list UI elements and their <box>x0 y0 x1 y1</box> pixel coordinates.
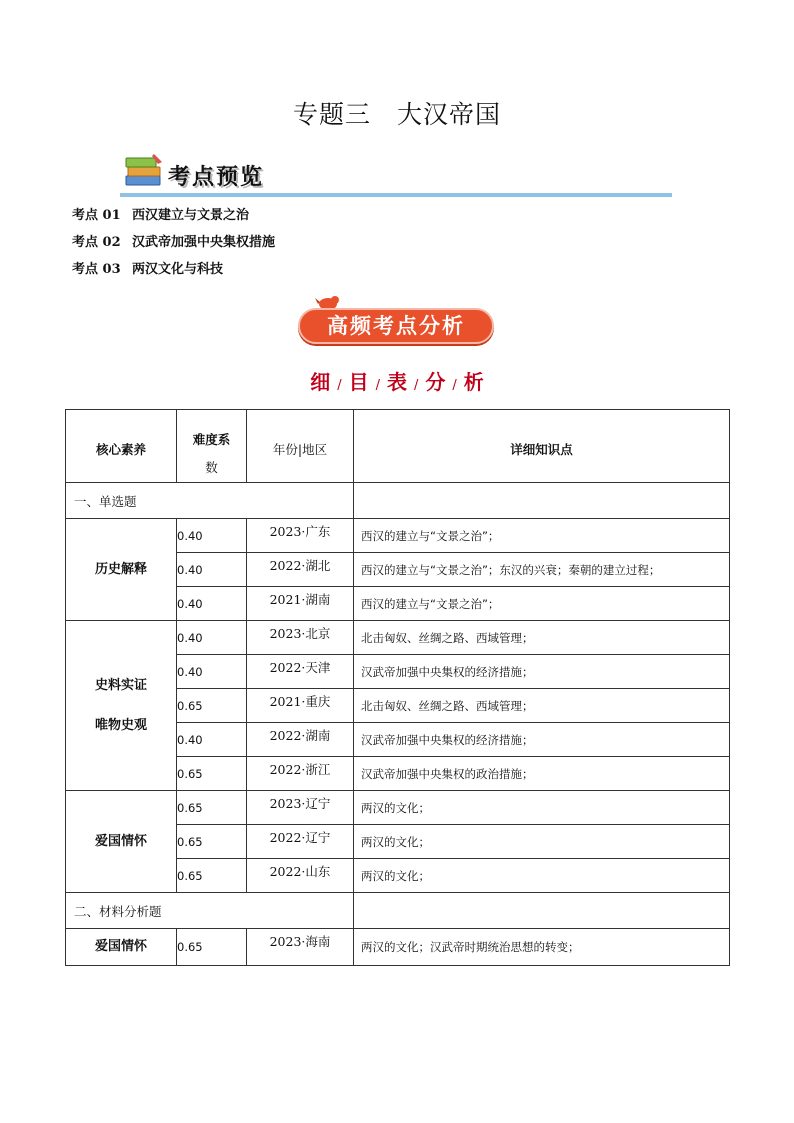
header-core: 核心素养 <box>66 410 177 483</box>
high-frequency-badge <box>298 292 498 350</box>
point-text: 两汉文化与科技 <box>132 262 224 277</box>
year-region-cell: 2022·浙江 <box>247 757 354 791</box>
exam-point <box>72 261 275 288</box>
detail-cell: 汉武帝加强中央集权的经济措施； <box>354 723 730 757</box>
year-region-cell: 2023·广东 <box>247 519 354 553</box>
detail-cell: 汉武帝加强中央集权的政治措施； <box>354 757 730 791</box>
exam-point <box>72 234 275 261</box>
category-cell: 史料实证 唯物史观 <box>66 621 177 791</box>
difficulty-cell: 0.65 <box>177 825 247 859</box>
section-row <box>66 483 730 519</box>
detail-cell: 西汉的建立与“文景之治”； <box>354 587 730 621</box>
difficulty-cell: 0.65 <box>177 859 247 893</box>
banner-underline <box>120 193 672 197</box>
year-region-cell: 2022·山东 <box>247 859 354 893</box>
point-code: 考点 02 <box>72 235 121 250</box>
section-label: 一、单选题 <box>66 483 354 519</box>
point-text: 汉武帝加强中央集权措施 <box>132 235 276 250</box>
category-cell: 爱国情怀 <box>66 791 177 893</box>
year-region-cell: 2022·辽宁 <box>247 825 354 859</box>
category-cell: 历史解释 <box>66 519 177 621</box>
difficulty-cell: 0.40 <box>177 553 247 587</box>
year-region-cell: 2022·湖南 <box>247 723 354 757</box>
subtitle-char: 目 <box>348 370 369 394</box>
exam-points-list <box>72 207 275 288</box>
detail-cell: 西汉的建立与“文景之治”； <box>354 519 730 553</box>
detail-cell: 两汉的文化； <box>354 825 730 859</box>
subtitle-char: 细 <box>310 370 331 394</box>
year-region-cell: 2022·湖北 <box>247 553 354 587</box>
point-code: 考点 01 <box>72 208 121 223</box>
difficulty-cell: 0.40 <box>177 621 247 655</box>
header-year-region: 年份|地区 <box>247 410 354 483</box>
subtitle-sep: / <box>414 378 419 393</box>
analysis-subtitle <box>0 366 794 395</box>
subtitle-sep: / <box>375 378 380 393</box>
detail-cell: 汉武帝加强中央集权的经济措施； <box>354 655 730 689</box>
exam-point <box>72 207 275 234</box>
difficulty-cell: 0.65 <box>177 757 247 791</box>
detail-cell: 西汉的建立与“文景之治”；东汉的兴衰；秦朝的建立过程； <box>354 553 730 587</box>
detail-cell: 北击匈奴、丝绸之路、西域管理； <box>354 689 730 723</box>
difficulty-cell: 0.65 <box>177 929 247 966</box>
analysis-table <box>65 409 730 966</box>
table-row <box>66 791 730 825</box>
detail-cell: 北击匈奴、丝绸之路、西域管理； <box>354 621 730 655</box>
subtitle-char: 分 <box>425 370 446 394</box>
year-region-cell: 2023·辽宁 <box>247 791 354 825</box>
difficulty-cell: 0.65 <box>177 791 247 825</box>
category-cell: 爱国情怀 <box>66 929 177 966</box>
year-region-cell: 2022·天津 <box>247 655 354 689</box>
detail-cell: 两汉的文化； <box>354 791 730 825</box>
point-code: 考点 03 <box>72 262 121 277</box>
difficulty-cell: 0.65 <box>177 689 247 723</box>
detail-cell: 两汉的文化；汉武帝时期统治思想的转变； <box>354 929 730 966</box>
difficulty-cell: 0.40 <box>177 519 247 553</box>
year-region-cell: 2021·湖南 <box>247 587 354 621</box>
section-label: 二、材料分析题 <box>66 893 354 929</box>
books-icon <box>124 152 164 188</box>
high-frequency-label: 高频考点分析 <box>298 308 494 344</box>
table-row <box>66 929 730 966</box>
year-region-cell: 2023·北京 <box>247 621 354 655</box>
year-region-cell: 2023·海南 <box>247 929 354 966</box>
header-difficulty: 难度系 数 <box>177 410 247 483</box>
subtitle-char: 析 <box>463 370 484 394</box>
subtitle-char: 表 <box>387 370 407 394</box>
point-text: 西汉建立与文景之治 <box>132 208 250 223</box>
detail-cell: 两汉的文化； <box>354 859 730 893</box>
subtitle-sep: / <box>452 378 457 393</box>
difficulty-cell: 0.40 <box>177 655 247 689</box>
year-region-cell: 2021·重庆 <box>247 689 354 723</box>
preview-banner <box>120 150 672 198</box>
page-title: 专题三 大汉帝国 <box>292 100 501 129</box>
table-header-row <box>66 410 730 483</box>
section-row <box>66 893 730 929</box>
subtitle-sep: / <box>337 378 342 393</box>
table-row <box>66 519 730 553</box>
header-details: 详细知识点 <box>354 410 730 483</box>
banner-label: 考点预览 <box>168 165 265 190</box>
table-row <box>66 621 730 655</box>
difficulty-cell: 0.40 <box>177 587 247 621</box>
difficulty-cell: 0.40 <box>177 723 247 757</box>
